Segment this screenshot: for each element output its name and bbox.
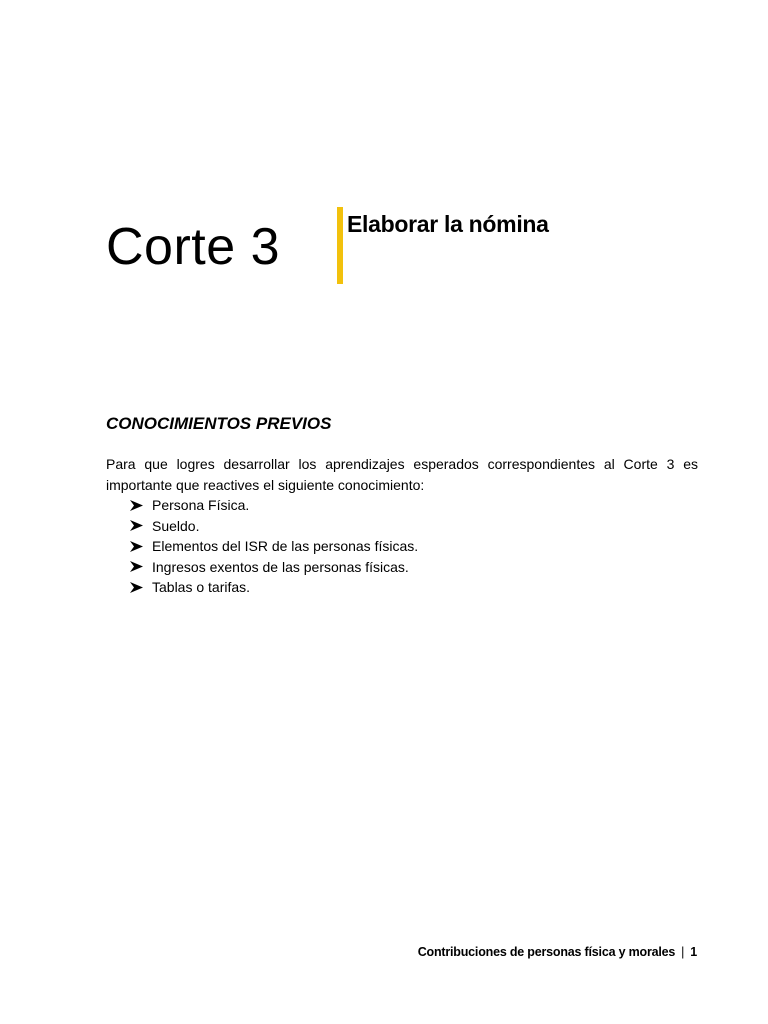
- list-item: [130, 495, 418, 516]
- list-item: [130, 516, 418, 537]
- list-item-text: Tablas o tarifas.: [152, 579, 251, 595]
- page-footer: [418, 942, 697, 962]
- list-item-text: Persona Física.: [152, 497, 250, 513]
- arrow-bullet-icon: [130, 561, 143, 572]
- footer-title: Contribuciones de personas física y morales: [417, 945, 676, 959]
- arrow-bullet-icon: [130, 582, 143, 593]
- footer-separator: |: [681, 945, 685, 959]
- list-item: [130, 536, 418, 557]
- chapter-title: Elaborar la nómina: [347, 211, 549, 237]
- arrow-bullet-icon: [130, 500, 143, 511]
- arrow-bullet-icon: [130, 520, 143, 531]
- list-item-text: Sueldo.: [152, 517, 200, 534]
- accent-bar: [337, 207, 343, 284]
- list-item-text: Elementos del ISR de las personas físicas.: [152, 538, 419, 554]
- prerequisites-list: [130, 495, 418, 598]
- list-item: [130, 577, 418, 598]
- page-number: 1: [690, 945, 697, 959]
- arrow-bullet-icon: [130, 541, 143, 552]
- chapter-number: Corte 3: [106, 218, 281, 276]
- list-item-text: Ingresos exentos de las personas físicas.: [152, 558, 409, 575]
- section-heading: CONOCIMIENTOS PREVIOS: [106, 414, 332, 433]
- intro-paragraph: Para que logres desarrollar los aprendizajes esperados correspondientes al Corte 3 es importante que reactives el siguiente conocimiento:: [106, 456, 698, 493]
- list-item: [130, 557, 418, 578]
